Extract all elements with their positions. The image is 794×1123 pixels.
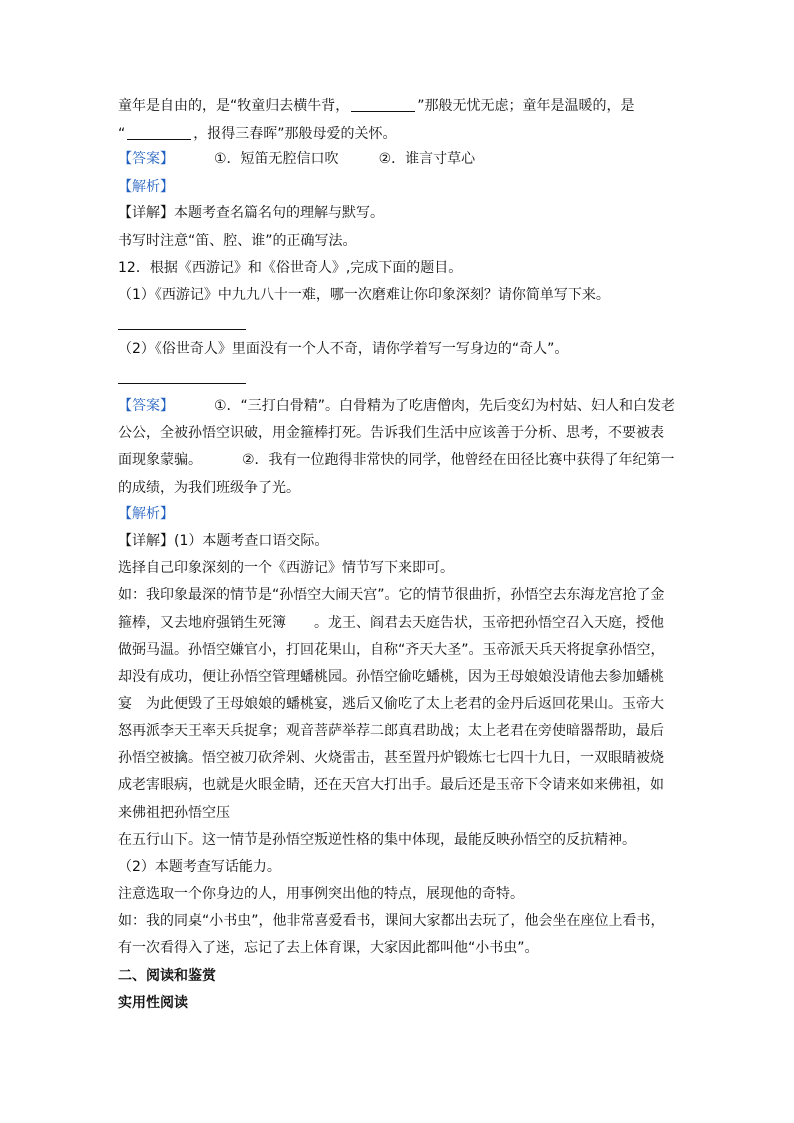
text-line: 却没有成功，便让孙悟空管理蟠桃园。孙悟空偷吃蟠桃，因为王母娘娘没请他去参加蟠桃 bbox=[118, 669, 664, 685]
fill-blank-line-2 bbox=[118, 124, 397, 144]
answer-line bbox=[118, 450, 675, 470]
fill-blank-line-1 bbox=[118, 96, 635, 116]
detail-text: 本题考查名篇名句的理解与默写。 bbox=[174, 205, 384, 221]
answer-line bbox=[118, 396, 675, 416]
text-line: 在五行山下。这一情节是孙悟空叛逆性格的集中体现，最能反映孙悟空的反抗精神。 bbox=[118, 832, 636, 848]
text-line: （2）本题考查写话能力。 bbox=[118, 859, 281, 875]
detail-line bbox=[118, 531, 328, 551]
section-subheading: 实用性阅读 bbox=[118, 995, 188, 1011]
analysis-tag: 【解析】 bbox=[118, 506, 174, 522]
text-line: 来佛祖把孙悟空压 bbox=[118, 805, 230, 821]
text-line: 书写时注意“笛、腔、谁”的正确写法。 bbox=[118, 233, 357, 249]
answer-tag: 【答案】 bbox=[118, 151, 174, 167]
fill-blank-text: ，报得三春晖”那般母爱的关怀。 bbox=[193, 126, 397, 142]
text-line: 如：我印象最深的情节是“孙悟空大闹天宫”。它的情节很曲折，孙悟空去东海龙宫抢了金 bbox=[118, 587, 665, 603]
text-line: 怒再派李天王率天兵捉拿；观音菩萨举荐二郎真君助战；太上老君在旁使暗器帮助，最后 bbox=[118, 723, 664, 739]
text-line: 注意选取一个你身边的人，用事例突出他的特点，展现他的奇特。 bbox=[118, 886, 524, 902]
text-line: 做弼马温。孙悟空嫌官小，打回花果山，自称“齐天大圣”。玉帝派天兵天将捉拿孙悟空， bbox=[118, 642, 665, 658]
text-line: 如：我的同桌“小书虫”，他非常喜爱看书，课间大家都出去玩了，他会坐在座位上看书， bbox=[118, 913, 665, 929]
answer-line bbox=[118, 149, 475, 169]
answer-text: 面现象蒙骗。 bbox=[118, 452, 202, 468]
analysis-tag: 【解析】 bbox=[118, 179, 174, 195]
text-line: 宴 为此便毁了王母娘娘的蟠桃宴，逃后又偷吃了太上老君的金丹后返回花果山。玉帝大 bbox=[118, 696, 664, 712]
answer-tag: 【答案】 bbox=[118, 398, 174, 414]
text-line: 成老害眼病，也就是火眼金睛，还在天宫大打出手。最后还是玉帝下令请来如来佛祖，如 bbox=[118, 777, 664, 793]
answer-text: ①．“三打白骨精”。白骨精为了吃唐僧肉，先后变幻为村姑、妇人和白发老 bbox=[214, 398, 676, 414]
text-line: 选择自己印象深刻的一个《西游记》情节写下来即可。 bbox=[118, 560, 454, 576]
fill-blank-text: ”那般无忧无虑；童年是温暖的，是 bbox=[417, 98, 635, 114]
answer-text: ②．我有一位跑得非常快的同学，他曾经在田径比赛中获得了年纪第一 bbox=[242, 452, 675, 468]
detail-text: (1）本题考查口语交际。 bbox=[174, 533, 329, 549]
answer-rule bbox=[118, 383, 246, 384]
detail-line bbox=[118, 203, 384, 223]
answer-rule bbox=[118, 329, 246, 330]
text-line: 有一次看得入了迷，忘记了去上体育课，大家因此都叫他“小书虫”。 bbox=[118, 940, 539, 956]
section-heading: 二、阅读和鉴赏 bbox=[118, 968, 216, 984]
answer-text: 公公，全被孙悟空识破，用金箍棒打死。告诉我们生活中应该善于分析、思考，不要被表 bbox=[118, 425, 664, 441]
answer-blank bbox=[127, 125, 191, 140]
detail-tag: 【详解】 bbox=[118, 533, 174, 549]
text-line: 箍棒，又去地府强销生死簿 。龙王、阎君去天庭告状，玉帝把孙悟空召入天庭，授他 bbox=[118, 615, 664, 631]
text-line: 孙悟空被擒。悟空被刀砍斧剁、火烧雷击，甚至置丹炉锻炼七七四十九日，一双眼睛被烧 bbox=[118, 750, 664, 766]
fill-blank-text: “ bbox=[118, 126, 126, 142]
question-12: 12．根据《西游记》和《俗世奇人》,完成下面的题目。 bbox=[118, 260, 463, 276]
answer-text: ①．短笛无腔信口吹 bbox=[214, 151, 339, 167]
question-12-part-1: （1）《西游记》中九九八十一难，哪一次磨难让你印象深刻？请你简单写下来。 bbox=[118, 287, 610, 303]
question-12-part-2: （2）《俗世奇人》里面没有一个人不奇，请你学着写一写身边的“奇人”。 bbox=[118, 341, 569, 357]
answer-text: 的成绩，为我们班级争了光。 bbox=[118, 480, 300, 496]
fill-blank-text: 童年是自由的，是“牧童归去横牛背， bbox=[118, 98, 350, 114]
detail-tag: 【详解】 bbox=[118, 205, 174, 221]
answer-text: ②．谁言寸草心 bbox=[378, 151, 476, 167]
answer-blank bbox=[351, 97, 415, 112]
